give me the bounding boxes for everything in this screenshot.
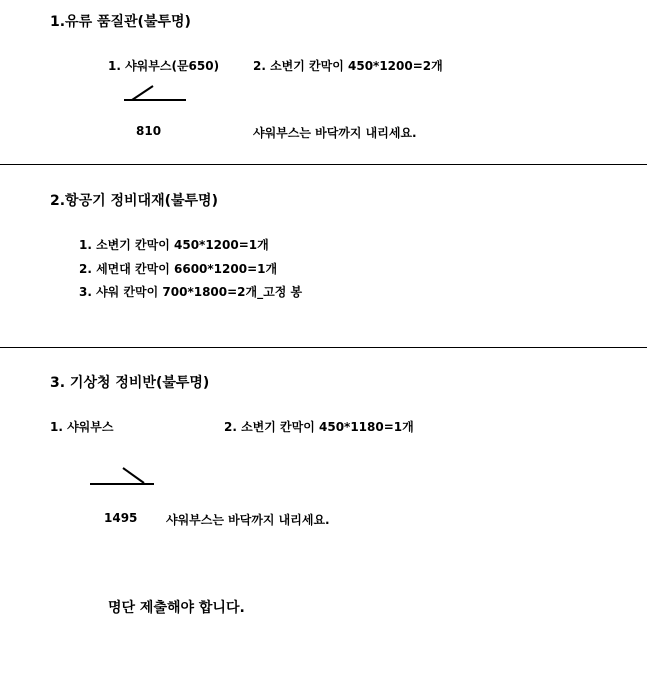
section-1-note: 샤워부스는 바닥까지 내리세요.	[253, 126, 417, 140]
section-2-item-3: 3. 샤워 칸막이 700*1800=2개_고정 봉	[79, 285, 303, 299]
section-3-item-1: 1. 샤워부스	[50, 420, 114, 434]
section-2-title: 2.항공기 정비대재(불투명)	[50, 193, 218, 209]
section-1-title: 1.유류 품질관(불투명)	[50, 14, 191, 30]
section-1-dimension: 810	[136, 124, 162, 138]
section-divider-2	[0, 347, 647, 348]
section-2-item-2: 2. 세면대 칸막이 6600*1200=1개	[79, 262, 278, 276]
section-3-title: 3. 기상청 정비반(불투명)	[50, 375, 210, 391]
section-3-dimension: 1495	[104, 511, 138, 525]
shower-door-sketch-1	[120, 84, 190, 104]
section-1-item-1: 1. 샤워부스(문650)	[108, 59, 220, 73]
section-1-item-2: 2. 소변기 칸막이 450*1200=2개	[253, 59, 443, 73]
section-3-item-2: 2. 소변기 칸막이 450*1180=1개	[224, 420, 414, 434]
footer-note: 명단 제출해야 합니다.	[108, 600, 245, 616]
section-divider-1	[0, 164, 647, 165]
shower-door-sketch-2	[88, 465, 158, 489]
section-2-item-1: 1. 소변기 칸막이 450*1200=1개	[79, 238, 269, 252]
section-3-note: 샤워부스는 바닥까지 내리세요.	[166, 513, 330, 527]
